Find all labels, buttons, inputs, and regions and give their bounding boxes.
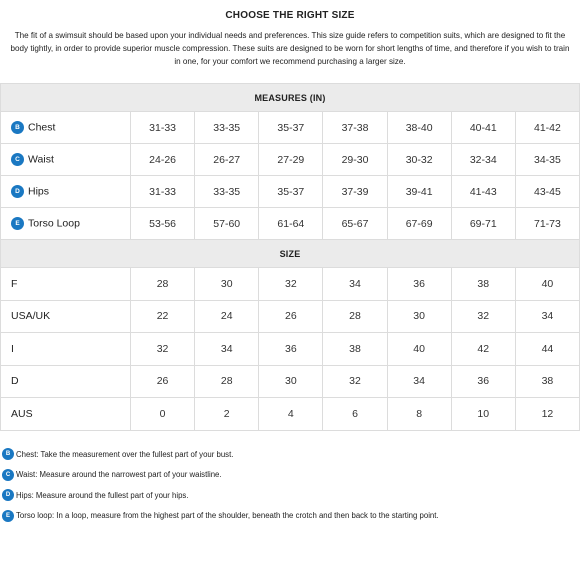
measure-row-chest bbox=[1, 112, 580, 144]
size-cell: 34 bbox=[387, 365, 451, 398]
measurement-notes bbox=[2, 444, 578, 526]
measures-heading-row bbox=[1, 84, 580, 112]
badge-b-icon: B bbox=[11, 121, 24, 134]
size-cell: 28 bbox=[323, 300, 387, 333]
measure-cell: 35-37 bbox=[259, 112, 323, 144]
size-row-aus bbox=[1, 398, 580, 431]
size-cell: 30 bbox=[387, 300, 451, 333]
measure-cell: 69-71 bbox=[451, 208, 515, 240]
intro-paragraph: The fit of a swimsuit should be based upon your individual needs and preferences. This size guide refers to competition suits, which are designed to fit the body tightly, in order to provide superior muscle compression. These suits are designed to be worn for short lengths of time, and therefore if you wish to train in one, for your comfort we recommend purchasing a larger size. bbox=[10, 31, 570, 66]
size-cell: 32 bbox=[323, 365, 387, 398]
measure-cell: 34-35 bbox=[515, 144, 579, 176]
page-title: CHOOSE THE RIGHT SIZE bbox=[225, 10, 355, 21]
size-cell: 8 bbox=[387, 398, 451, 431]
size-heading-row bbox=[1, 240, 580, 268]
size-cell: 42 bbox=[451, 333, 515, 366]
measure-label bbox=[1, 112, 131, 144]
measure-cell: 39-41 bbox=[387, 176, 451, 208]
size-cell: 24 bbox=[195, 300, 259, 333]
size-cell: 30 bbox=[259, 365, 323, 398]
measure-label bbox=[1, 176, 131, 208]
size-cell: 10 bbox=[451, 398, 515, 431]
size-cell: 22 bbox=[131, 300, 195, 333]
badge-c-icon: C bbox=[11, 153, 24, 166]
size-cell: 0 bbox=[131, 398, 195, 431]
measure-cell: 38-40 bbox=[387, 112, 451, 144]
measure-cell: 53-56 bbox=[131, 208, 195, 240]
size-row-i bbox=[1, 333, 580, 366]
measure-row-hips bbox=[1, 176, 580, 208]
note-text: Hips: Measure around the fullest part of your hips. bbox=[16, 490, 189, 500]
badge-e-icon: E bbox=[11, 217, 24, 230]
measure-cell: 71-73 bbox=[515, 208, 579, 240]
measure-cell: 40-41 bbox=[451, 112, 515, 144]
measure-cell: 65-67 bbox=[323, 208, 387, 240]
measure-cell: 32-34 bbox=[451, 144, 515, 176]
size-cell: 40 bbox=[515, 268, 579, 301]
size-label: F bbox=[1, 268, 131, 301]
size-cell: 28 bbox=[131, 268, 195, 301]
badge-d-icon: D bbox=[2, 489, 14, 501]
measure-row-torso-loop bbox=[1, 208, 580, 240]
measure-cell: 33-35 bbox=[195, 176, 259, 208]
size-cell: 28 bbox=[195, 365, 259, 398]
measure-cell: 31-33 bbox=[131, 112, 195, 144]
measure-row-waist bbox=[1, 144, 580, 176]
measure-label-text: Hips bbox=[28, 185, 50, 198]
measure-cell: 33-35 bbox=[195, 112, 259, 144]
measure-cell: 57-60 bbox=[195, 208, 259, 240]
measure-cell: 27-29 bbox=[259, 144, 323, 176]
size-cell: 38 bbox=[451, 268, 515, 301]
measure-label bbox=[1, 208, 131, 240]
note-text: Waist: Measure around the narrowest part of your waistline. bbox=[16, 470, 222, 480]
size-cell: 38 bbox=[323, 333, 387, 366]
size-cell: 4 bbox=[259, 398, 323, 431]
measures-heading: MEASURES (IN) bbox=[1, 84, 580, 112]
size-label: AUS bbox=[1, 398, 131, 431]
size-label: USA/UK bbox=[1, 300, 131, 333]
size-cell: 2 bbox=[195, 398, 259, 431]
size-cell: 26 bbox=[131, 365, 195, 398]
size-cell: 34 bbox=[195, 333, 259, 366]
badge-b-icon: B bbox=[2, 448, 14, 460]
size-row-usa-uk bbox=[1, 300, 580, 333]
measure-cell: 67-69 bbox=[387, 208, 451, 240]
note-torso-loop bbox=[2, 506, 578, 527]
measure-cell: 35-37 bbox=[259, 176, 323, 208]
note-chest bbox=[2, 444, 578, 465]
measure-label-text: Waist bbox=[28, 153, 54, 166]
size-cell: 32 bbox=[131, 333, 195, 366]
size-cell: 40 bbox=[387, 333, 451, 366]
size-cell: 26 bbox=[259, 300, 323, 333]
badge-d-icon: D bbox=[11, 185, 24, 198]
size-cell: 32 bbox=[451, 300, 515, 333]
size-label: I bbox=[1, 333, 131, 366]
measure-cell: 37-39 bbox=[323, 176, 387, 208]
note-text: Chest: Take the measurement over the fullest part of your bust. bbox=[16, 449, 234, 459]
measure-cell: 61-64 bbox=[259, 208, 323, 240]
measure-cell: 43-45 bbox=[515, 176, 579, 208]
size-label: D bbox=[1, 365, 131, 398]
measure-label-text: Torso Loop bbox=[28, 217, 80, 230]
measure-label bbox=[1, 144, 131, 176]
measure-cell: 30-32 bbox=[387, 144, 451, 176]
size-cell: 36 bbox=[451, 365, 515, 398]
size-heading: SIZE bbox=[1, 240, 580, 268]
size-cell: 44 bbox=[515, 333, 579, 366]
measure-cell: 29-30 bbox=[323, 144, 387, 176]
size-cell: 36 bbox=[387, 268, 451, 301]
badge-e-icon: E bbox=[2, 510, 14, 522]
size-cell: 38 bbox=[515, 365, 579, 398]
size-cell: 6 bbox=[323, 398, 387, 431]
size-cell: 32 bbox=[259, 268, 323, 301]
note-hips bbox=[2, 485, 578, 506]
measure-cell: 31-33 bbox=[131, 176, 195, 208]
size-cell: 30 bbox=[195, 268, 259, 301]
measure-cell: 37-38 bbox=[323, 112, 387, 144]
measure-label-text: Chest bbox=[28, 121, 56, 134]
size-cell: 34 bbox=[515, 300, 579, 333]
size-cell: 34 bbox=[323, 268, 387, 301]
size-cell: 36 bbox=[259, 333, 323, 366]
note-waist bbox=[2, 465, 578, 486]
measure-cell: 26-27 bbox=[195, 144, 259, 176]
size-cell: 12 bbox=[515, 398, 579, 431]
measure-cell: 41-42 bbox=[515, 112, 579, 144]
size-guide-table bbox=[0, 83, 580, 431]
measure-cell: 24-26 bbox=[131, 144, 195, 176]
size-row-f bbox=[1, 268, 580, 301]
size-row-d bbox=[1, 365, 580, 398]
measure-cell: 41-43 bbox=[451, 176, 515, 208]
badge-c-icon: C bbox=[2, 469, 14, 481]
note-text: Torso loop: In a loop, measure from the highest part of the shoulder, beneath the crotch and then back to the starting point. bbox=[16, 511, 439, 521]
